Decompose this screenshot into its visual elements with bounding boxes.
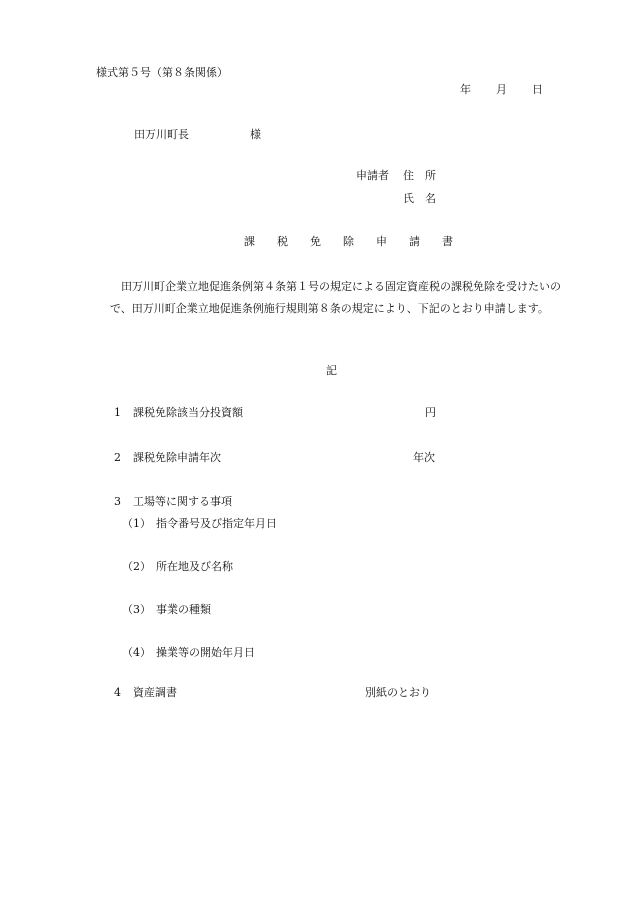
- item-suffix: 別紙のとおり: [365, 686, 431, 699]
- item-number: 3: [114, 495, 121, 508]
- ki-heading: 記: [326, 364, 337, 377]
- item-number: 1: [114, 406, 121, 419]
- item-label: 課税免除申請年次: [133, 451, 221, 464]
- body-paragraph: 田万川町企業立地促進条例第４条第１号の規定による固定資産税の課税免除を受けたいので、田万川町企業立地促進条例施行規則第８条の規定により、下記のとおり申請します。: [110, 280, 561, 315]
- addressee-honorific: 様: [250, 128, 261, 141]
- applicant-name-label: 氏 名: [403, 192, 436, 205]
- subitem-number: （3）: [122, 603, 151, 616]
- item-suffix: 年次: [413, 451, 435, 464]
- subitem-label: 事業の種類: [156, 603, 211, 616]
- date-month: 月: [496, 83, 507, 96]
- item-number: 2: [114, 451, 121, 464]
- subitem-label: 所在地及び名称: [156, 560, 233, 573]
- subitem-number: （4）: [122, 646, 151, 659]
- document-title: 課 税 免 除 申 請 書: [244, 235, 453, 248]
- item-suffix: 円: [425, 406, 436, 419]
- date-day: 日: [532, 83, 543, 96]
- date-year: 年: [460, 83, 471, 96]
- subitem-label: 指令番号及び指定年月日: [156, 517, 277, 530]
- applicant-label: 申請者: [356, 169, 389, 182]
- item-number: 4: [114, 686, 121, 699]
- subitem-number: （2）: [122, 560, 151, 573]
- subitem-number: （1）: [122, 517, 151, 530]
- item-label: 課税免除該当分投資額: [133, 406, 243, 419]
- item-label: 工場等に関する事項: [133, 495, 232, 508]
- form-number: 様式第５号（第８条関係）: [96, 66, 228, 79]
- addressee-mayor: 田万川町長: [134, 128, 189, 141]
- applicant-address-label: 住 所: [403, 169, 436, 182]
- item-label: 資産調書: [133, 686, 177, 699]
- subitem-label: 操業等の開始年月日: [156, 646, 255, 659]
